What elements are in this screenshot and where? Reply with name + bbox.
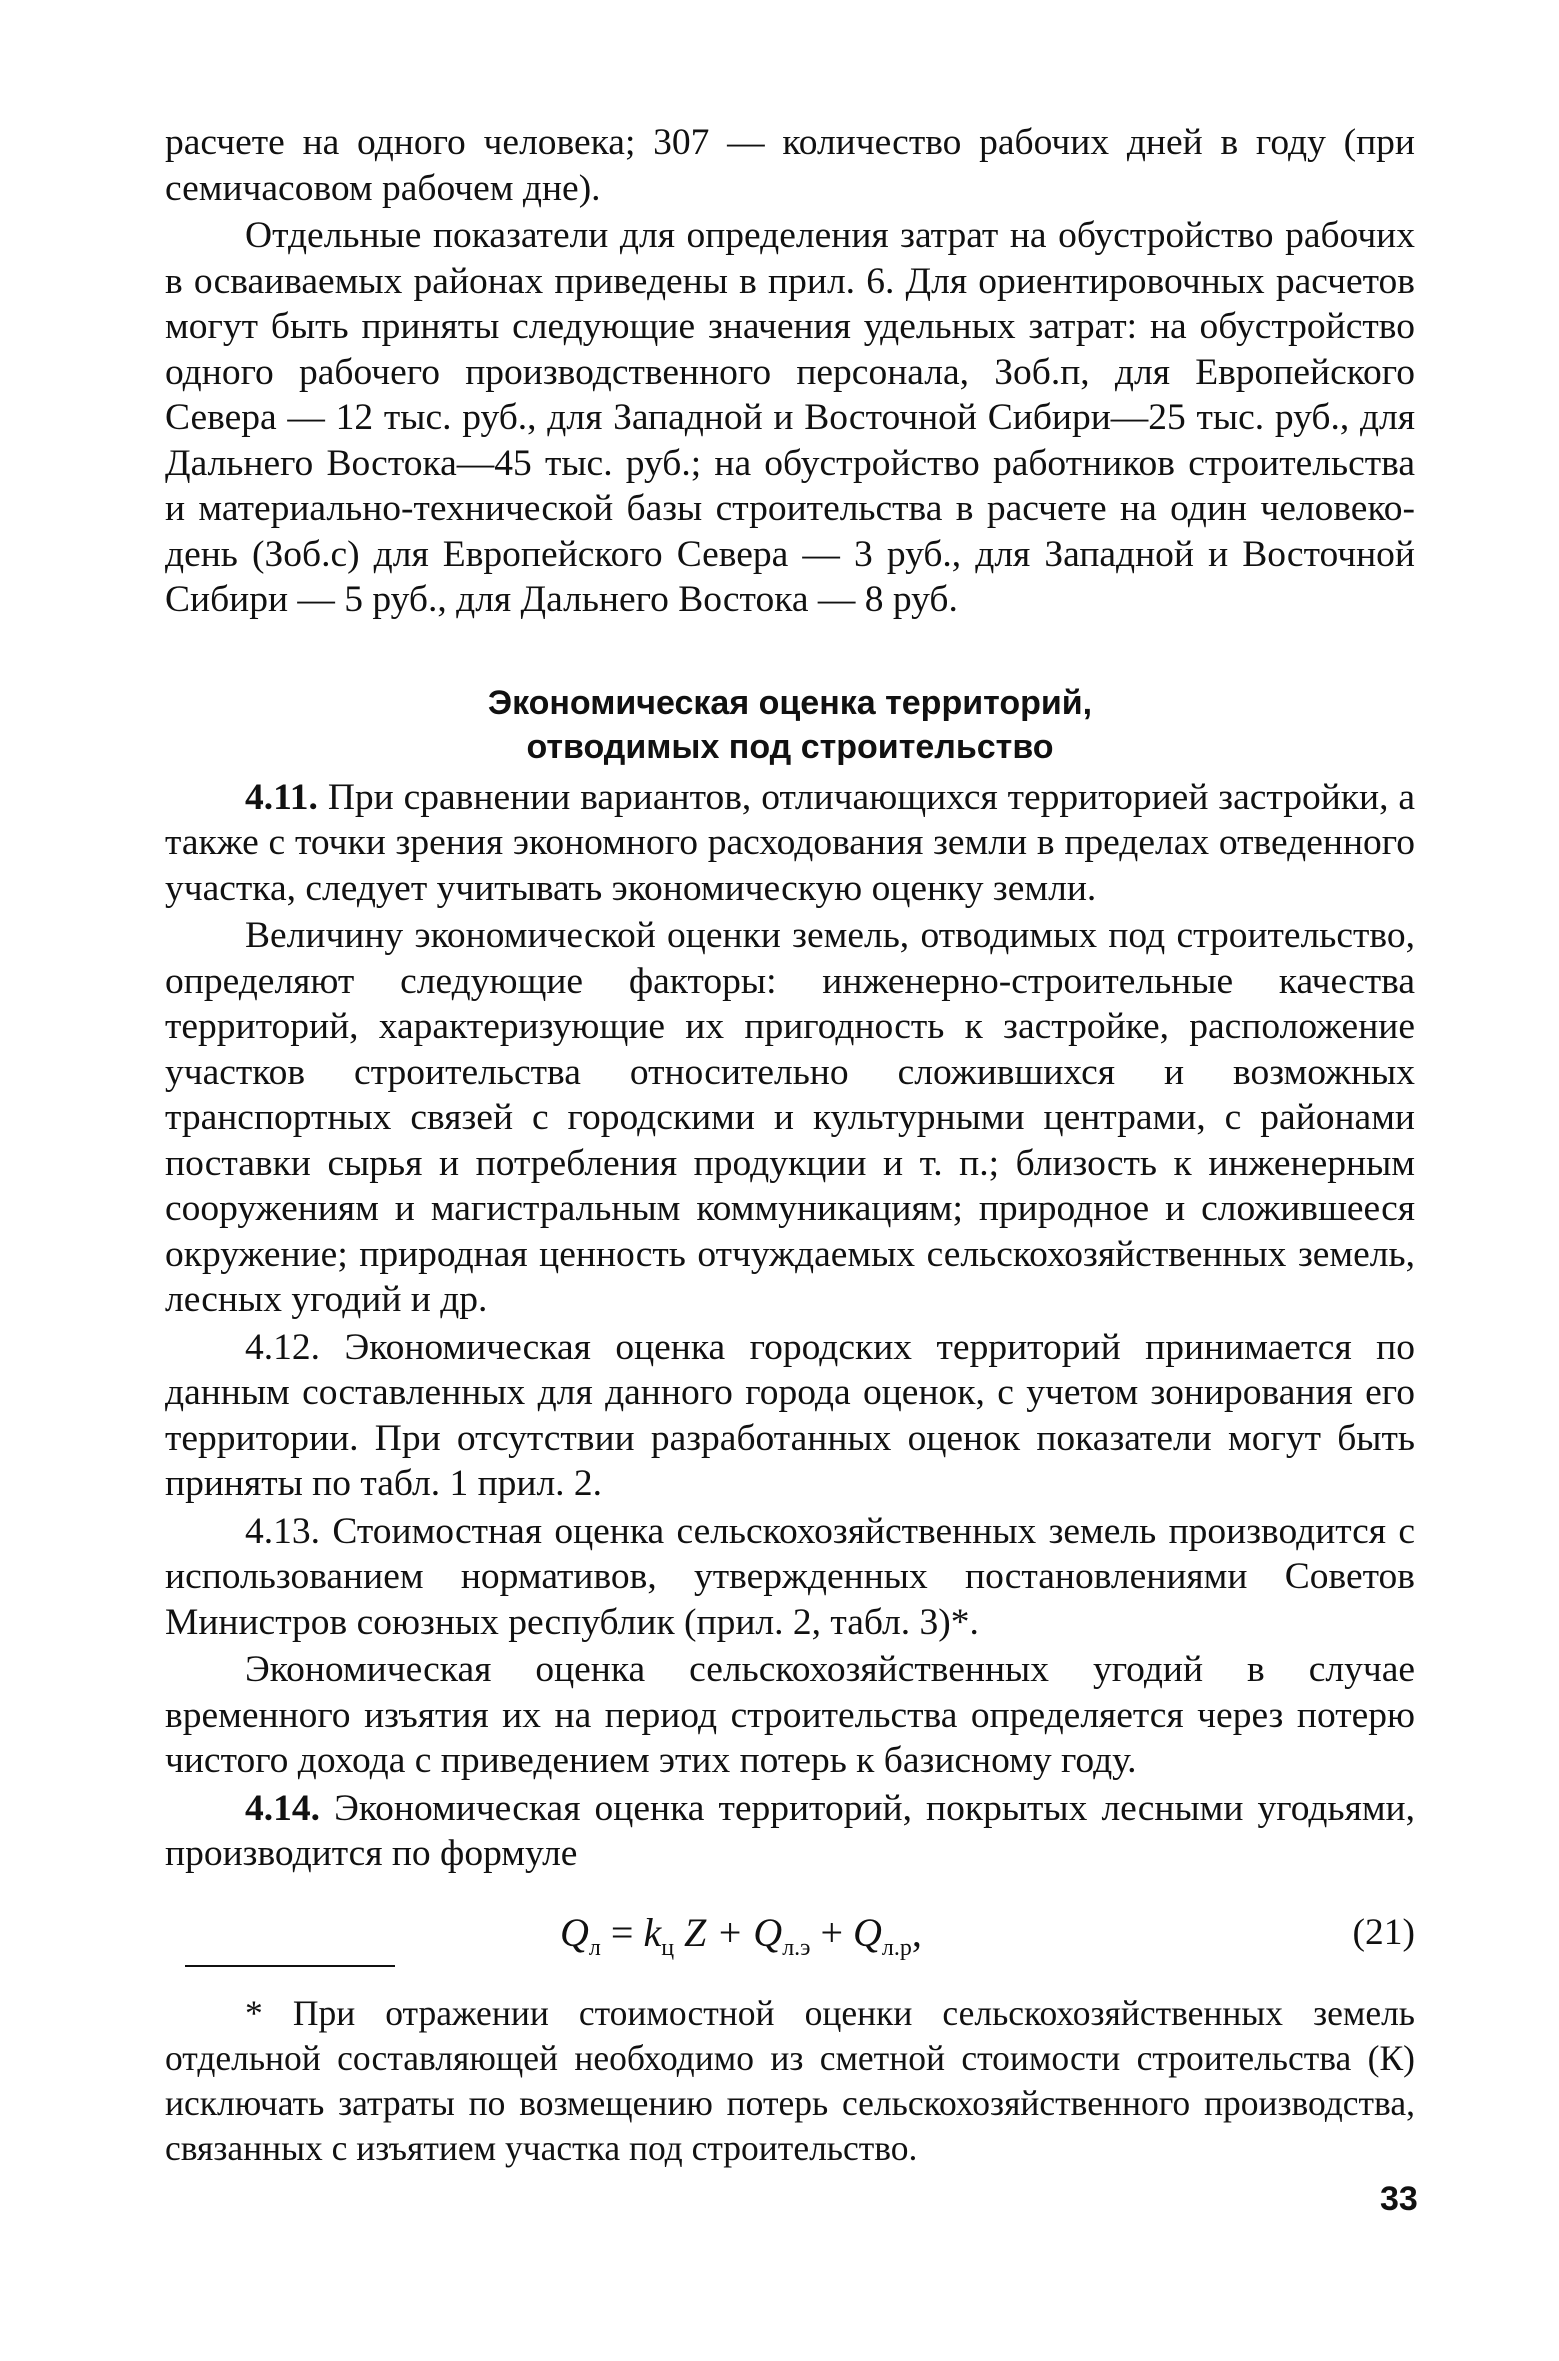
- formula-row: [165, 1903, 1415, 1971]
- clause-text: Экономическая оценка территорий, покрытых лесными угодьями, производится по формуле: [165, 1787, 1416, 1874]
- clause-text: Экономическая оценка городских территорий принимается по данным составленных для данного города оценок, с учетом зонирования его территории. При отсутствии разработанных оценок показатели могут быть приняты по табл. 1 прил. 2.: [165, 1326, 1416, 1504]
- paragraph-costs: Отдельные показатели для определения затрат на обустройство рабочих в осваиваемых районах приведены в прил. 6. Для ориентировочных расчетов могут быть приняты следующие значения удельных затрат: на обустройство одного рабочего производственного персонала, Зоб.п, для Европейского Севера — 12 тыс. руб., для Западной и Восточной Сибири—25 тыс. руб., для Дальнего Востока—45 тыс. руб.; на обустройство работников строительства и материально-технической базы строительства в расчете на один человеко-день (Зоб.с) для Европейского Севера — 3 руб., для Западной и Восточной Сибири — 5 руб., для Дальнего Востока — 8 руб.: [165, 215, 1415, 620]
- formula-number: (21): [1352, 1911, 1415, 1953]
- footnote: * При отражении стоимостной оценки сельскохозяйственных земель отдельной составляющей необходимо из сметной стоимости строительства (К) исключать затраты по возмещению потерь сельскохозяйственного производства, связанных с изъятием участка под строительство.: [165, 1992, 1415, 2168]
- footnote-divider: [185, 1965, 395, 1967]
- page-number: 33: [1380, 2180, 1418, 2218]
- clause-text: При сравнении вариантов, отличающихся территорией застройки, а также с точки зрения экономного расходования земли в пределах отведенного участка, следует учитывать экономическую оценку земли.: [165, 776, 1416, 909]
- formula-21: $Q_л = k_ц$ $Z + Q_{л.э} + Q_{л.р}$,: [560, 1909, 922, 1961]
- paragraph-continuation: расчете на одного человека; 307 — количество рабочих дней в году (при семичасовом рабочем дне).: [165, 122, 1415, 209]
- clause-4-14: [165, 1786, 1415, 1877]
- section-heading-line-1: Экономическая оценка территорий,: [487, 683, 1093, 722]
- clause-text: Стоимостная оценка сельскохозяйственных земель производится с использованием нормативов, утвержденных постановлениями Советов Министров союзных республик (прил. 2, табл. 3)*.: [165, 1510, 1416, 1643]
- clause-number: 4.12.: [245, 1326, 320, 1368]
- clause-4-12: [165, 1325, 1415, 1507]
- clause-number: 4.14.: [245, 1787, 320, 1829]
- clause-number: 4.11.: [245, 776, 318, 818]
- section-heading: [165, 681, 1415, 769]
- paragraph-temporary-use: Экономическая оценка сельскохозяйственных угодий в случае временного изъятия их на период строительства определяется через потерю чистого дохода с приведением этих потерь к базисному году.: [165, 1649, 1415, 1781]
- clause-number: 4.13.: [245, 1510, 320, 1552]
- section-heading-line-2: отводимых под строительство: [526, 727, 1054, 766]
- paragraph-factors: Величину экономической оценки земель, отводимых под строительство, определяют следующие факторы: инженерно-строительные качества территорий, характеризующие их пригодность к застройке, расположение участков строительства относительно сложившихся и возможных транспортных связей с городскими и культурными центрами, с районами поставки сырья и потребления продукции и т. п.; близость к инженерным сооружениям и магистральным коммуникациям; природное и сложившееся окружение; природная ценность отчуждаемых сельскохозяйственных земель, лесных угодий и др.: [165, 915, 1415, 1320]
- clause-4-13: [165, 1509, 1415, 1646]
- clause-4-11: [165, 775, 1415, 912]
- page-body: [165, 120, 1415, 2206]
